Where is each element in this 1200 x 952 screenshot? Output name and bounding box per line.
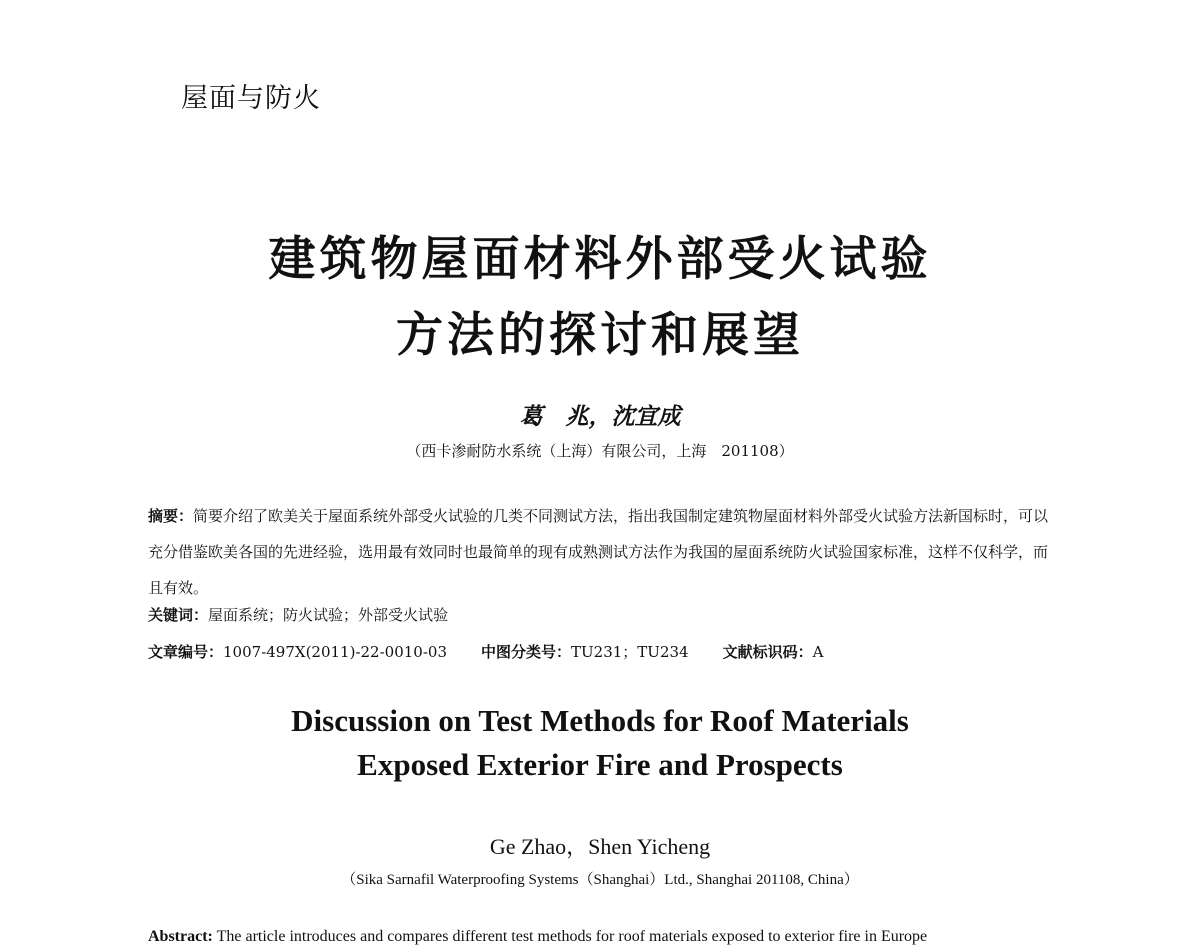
doc-code-label: 文献标识码： bbox=[722, 643, 813, 661]
abstract-en bbox=[148, 928, 1058, 946]
abstract-cn bbox=[148, 498, 1058, 606]
abstract-en-label: Abstract: bbox=[148, 928, 213, 945]
doc-code: A bbox=[812, 643, 824, 661]
title-en-line2: Exposed Exterior Fire and Prospects bbox=[357, 747, 843, 782]
article-no-label: 文章编号： bbox=[148, 643, 224, 661]
clc-code: TU231；TU234 bbox=[571, 643, 689, 661]
clc-label: 中图分类号： bbox=[481, 643, 572, 661]
title-cn-line2: 方法的探讨和展望 bbox=[396, 308, 804, 363]
affiliation-en: （Sika Sarnafil Waterproofing Systems（Shanghai）Ltd., Shanghai 201108, China） bbox=[341, 872, 859, 888]
abstract-en-text: The article introduces and compares different test methods for roof materials exposed to exterior fire in Europe bbox=[216, 928, 928, 945]
article-meta-cn bbox=[148, 641, 823, 662]
affiliation-cn: （西卡渗耐防水系统（上海）有限公司，上海 201108） bbox=[406, 442, 794, 460]
title-cn-line1: 建筑物屋面材料外部受火试验 bbox=[268, 232, 932, 287]
title-en-line1: Discussion on Test Methods for Roof Materials bbox=[291, 703, 909, 738]
authors-cn: 葛 兆，沈宜成 bbox=[519, 403, 681, 430]
keywords-cn bbox=[148, 604, 448, 625]
authors-en: Ge Zhao，Shen Yicheng bbox=[489, 834, 711, 859]
abstract-cn-text: 简要介绍了欧美关于屋面系统外部受火试验的几类不同测试方法，指出我国制定建筑物屋面材料外部受火试验方法新国标时，可以充分借鉴欧美各国的先进经验，选用最有效同时也最简单的现有成熟测试方法作为我国的屋面系统防火试验国家标准，这样不仅科学，而且有效。 bbox=[148, 507, 1049, 597]
keywords-cn-text: 屋面系统；防火试验；外部受火试验 bbox=[208, 606, 449, 624]
section-label: 屋面与防火 bbox=[181, 83, 321, 114]
article-no: 1007-497X(2011)-22-0010-03 bbox=[223, 643, 447, 661]
abstract-cn-label: 摘要： bbox=[148, 507, 194, 525]
keywords-cn-label: 关键词： bbox=[148, 606, 209, 624]
